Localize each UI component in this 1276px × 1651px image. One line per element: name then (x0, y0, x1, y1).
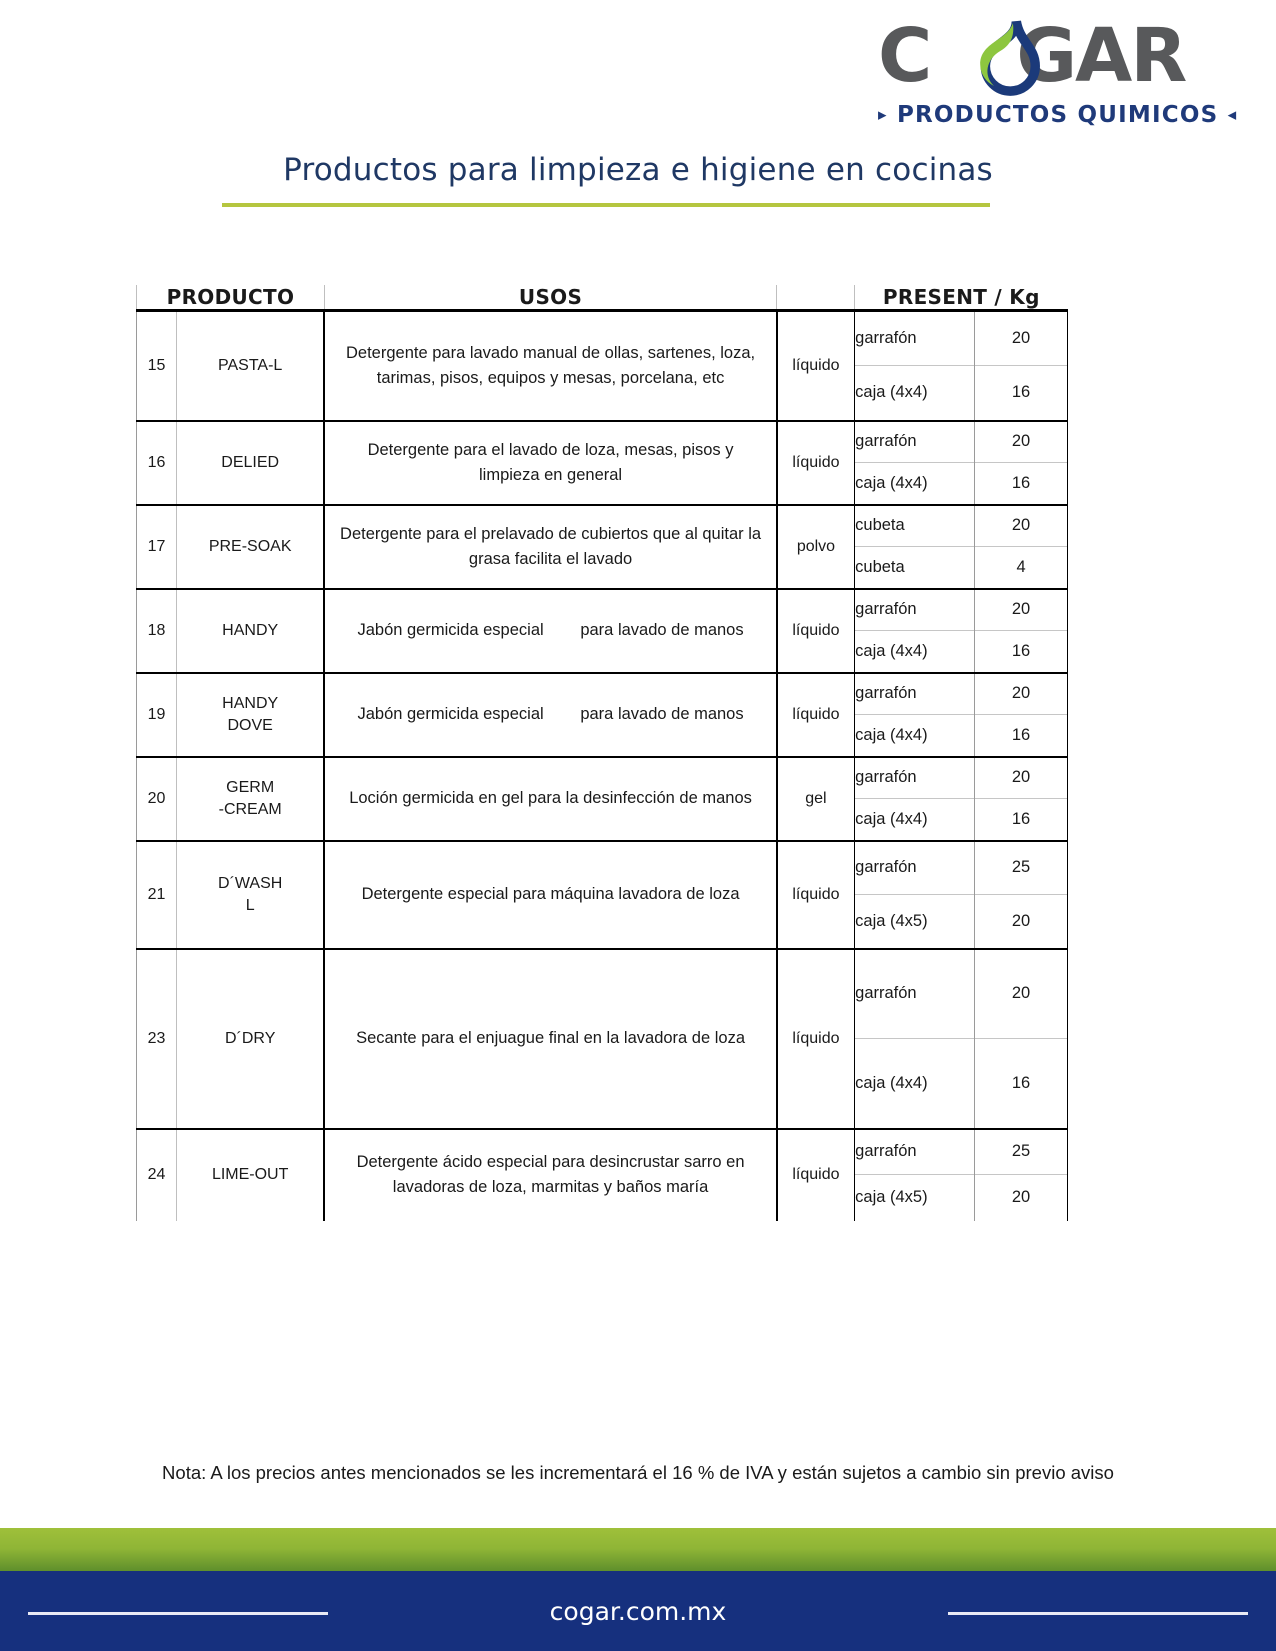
cell-presentation: garrafón (855, 421, 975, 463)
cell-kilograms: 16 (975, 1039, 1068, 1129)
cell-product-use: Detergente para el prelavado de cubiertos que al quitar la grasa facilita el lavado (324, 505, 776, 589)
cell-presentation: caja (4x5) (855, 1175, 975, 1221)
cell-product-name: GERM -CREAM (176, 757, 324, 841)
cell-product-name: HANDY (176, 589, 324, 673)
cell-product-use: Detergente ácido especial para desincrustar sarro en lavadoras de loza, marmitas y baños maría (324, 1129, 776, 1221)
cell-presentation: caja (4x5) (855, 895, 975, 949)
table-row (137, 1129, 1068, 1175)
products-table-wrapper (136, 285, 1068, 1221)
footer-green-bar (0, 1528, 1276, 1571)
cell-kilograms: 20 (975, 589, 1068, 631)
cell-product-use: Detergente especial para máquina lavadora de loza (324, 841, 776, 949)
cell-kilograms: 20 (975, 757, 1068, 799)
table-row (137, 505, 1068, 547)
table-row (137, 421, 1068, 463)
logo-mark (878, 13, 1186, 102)
table-row (137, 311, 1068, 366)
cell-kilograms: 20 (975, 949, 1068, 1039)
cell-row-number: 20 (137, 757, 177, 841)
cell-row-number: 24 (137, 1129, 177, 1221)
cell-product-state: líquido (777, 1129, 855, 1221)
cell-product-use: Secante para el enjuague final en la lavadora de loza (324, 949, 776, 1129)
cell-kilograms: 20 (975, 1175, 1068, 1221)
table-header-row (137, 285, 1068, 311)
table-head (137, 285, 1068, 311)
cell-row-number: 16 (137, 421, 177, 505)
products-table (136, 285, 1068, 1221)
cell-product-name: LIME-OUT (176, 1129, 324, 1221)
cell-product-state: gel (777, 757, 855, 841)
cell-kilograms: 20 (975, 895, 1068, 949)
cell-product-state: líquido (777, 421, 855, 505)
cell-product-name: DELIED (176, 421, 324, 505)
cell-presentation: caja (4x4) (855, 715, 975, 757)
triangle-left-icon: ▸ (878, 105, 888, 125)
table-row (137, 841, 1068, 895)
table-row (137, 949, 1068, 1039)
cell-presentation: caja (4x4) (855, 366, 975, 421)
cell-product-name: PRE-SOAK (176, 505, 324, 589)
cell-kilograms: 16 (975, 631, 1068, 673)
table-row (137, 589, 1068, 631)
triangle-right-icon: ◂ (1227, 105, 1238, 125)
cell-presentation: garrafón (855, 757, 975, 799)
title-underline-rule (222, 203, 990, 207)
cell-presentation: garrafón (855, 949, 975, 1039)
cell-presentation: caja (4x4) (855, 799, 975, 841)
cell-row-number: 21 (137, 841, 177, 949)
logo-subtitle-text: PRODUCTOS QUIMICOS (896, 102, 1219, 128)
page-title: Productos para limpieza e higiene en cocinas (283, 152, 993, 188)
cell-presentation: caja (4x4) (855, 1039, 975, 1129)
cell-row-number: 19 (137, 673, 177, 757)
cell-row-number: 15 (137, 311, 177, 421)
cell-product-state: líquido (777, 589, 855, 673)
cell-presentation: caja (4x4) (855, 631, 975, 673)
cell-product-state: líquido (777, 673, 855, 757)
cell-kilograms: 20 (975, 421, 1068, 463)
cell-product-use: Loción germicida en gel para la desinfección de manos (324, 757, 776, 841)
cell-product-state: líquido (777, 949, 855, 1129)
price-note: Nota: A los precios antes mencionados se les incrementará el 16 % de IVA y están sujetos a cambio sin previo aviso (162, 1462, 1114, 1483)
cell-kilograms: 20 (975, 311, 1068, 366)
cell-kilograms: 20 (975, 505, 1068, 547)
cell-row-number: 17 (137, 505, 177, 589)
cell-row-number: 18 (137, 589, 177, 673)
cell-kilograms: 16 (975, 366, 1068, 421)
logo-letter-c: C (878, 13, 931, 99)
cell-product-name: D´WASH L (176, 841, 324, 949)
cell-product-use: Detergente para el lavado de loza, mesas, pisos y limpieza en general (324, 421, 776, 505)
cell-presentation: cubeta (855, 505, 975, 547)
column-header-usos: USOS (324, 285, 776, 311)
cell-presentation: garrafón (855, 1129, 975, 1175)
cell-product-state: polvo (777, 505, 855, 589)
cell-product-name: D´DRY (176, 949, 324, 1129)
cell-product-state: líquido (777, 841, 855, 949)
cell-presentation: garrafón (855, 589, 975, 631)
column-header-producto: PRODUCTO (137, 285, 325, 311)
cell-kilograms: 25 (975, 1129, 1068, 1175)
logo-letters-gar: GAR (1016, 13, 1186, 99)
cell-kilograms: 16 (975, 463, 1068, 505)
company-logo (878, 13, 1238, 134)
cell-presentation: cubeta (855, 547, 975, 589)
cell-kilograms: 4 (975, 547, 1068, 589)
table-row (137, 673, 1068, 715)
cell-kilograms: 16 (975, 715, 1068, 757)
cell-presentation: garrafón (855, 673, 975, 715)
cell-product-use: Jabón germicida especial para lavado de manos (324, 673, 776, 757)
cell-product-use: Detergente para lavado manual de ollas, sartenes, loza, tarimas, pisos, equipos y mesas, porcelana, etc (324, 311, 776, 421)
cell-product-state: líquido (777, 311, 855, 421)
cell-product-use: Jabón germicida especial para lavado de manos (324, 589, 776, 673)
cell-kilograms: 16 (975, 799, 1068, 841)
cell-product-name: PASTA-L (176, 311, 324, 421)
cell-presentation: garrafón (855, 841, 975, 895)
table-body (137, 311, 1068, 1221)
cell-presentation: garrafón (855, 311, 975, 366)
logo-subtitle (878, 102, 1238, 128)
cell-product-name: HANDY DOVE (176, 673, 324, 757)
column-header-estado (777, 285, 855, 311)
droplet-icon (963, 18, 1049, 104)
cell-kilograms: 25 (975, 841, 1068, 895)
column-header-present: PRESENT / Kg (855, 285, 1068, 311)
cell-kilograms: 20 (975, 673, 1068, 715)
table-row (137, 757, 1068, 799)
cell-presentation: caja (4x4) (855, 463, 975, 505)
cell-row-number: 23 (137, 949, 177, 1129)
footer-website-url: cogar.com.mx (549, 1597, 727, 1626)
